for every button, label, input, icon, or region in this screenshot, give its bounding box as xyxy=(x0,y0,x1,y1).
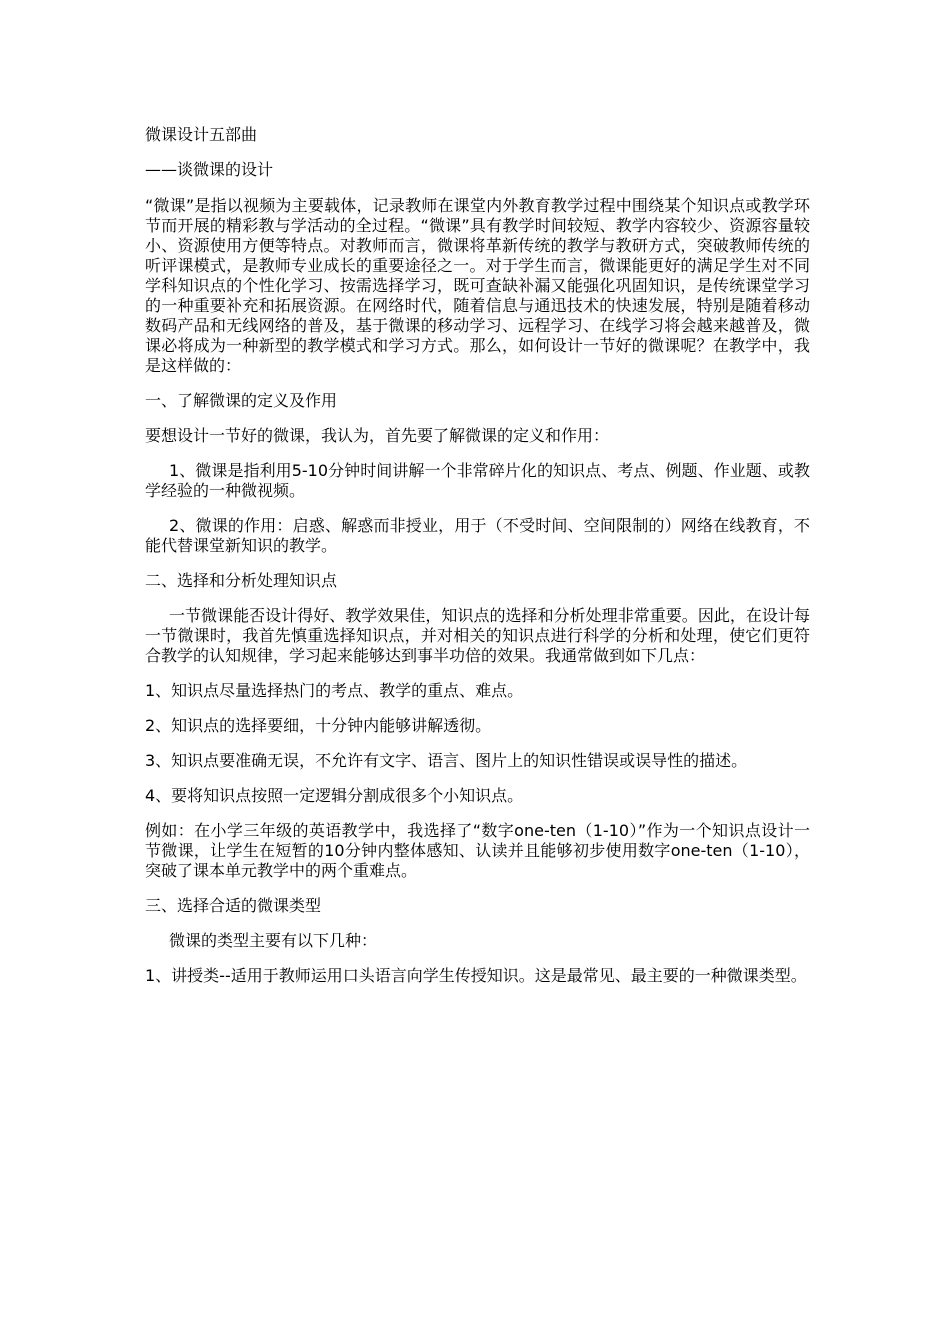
section-2-example: 例如：在小学三年级的英语教学中，我选择了“数字one-ten（1-10）”作为一个知识点设计一节微课，让学生在短暂的10分钟内整体感知、认读并且能够初步使用数字one-ten（1-10），突破了课本单元教学中的两个重难点。 xyxy=(145,821,810,880)
document-title: 微课设计五部曲 xyxy=(145,125,258,144)
section-1-heading: 一、了解微课的定义及作用 xyxy=(145,391,338,410)
section-3-item-1: 1、讲授类--适用于教师运用口头语言向学生传授知识。这是最常见、最主要的一种微课类型。 xyxy=(145,966,807,985)
intro-paragraph: “微课”是指以视频为主要载体，记录教师在课堂内外教育教学过程中围绕某个知识点或教学环节而开展的精彩教与学活动的全过程。“微课”具有教学时间较短、教学内容较少、资源容量较小、资源使用方便等特点。对教师而言，微课将革新传统的教学与教研方式，突破教师传统的听评课模式，是教师专业成长的重要途径之一。对于学生而言，微课能更好的满足学生对不同学科知识点的个性化学习、按需选择学习，既可查缺补漏又能强化巩固知识，是传统课堂学习的一种重要补充和拓展资源。在网络时代，随着信息与通迅技术的快速发展，特别是随着移动数码产品和无线网络的普及，基于微课的移动学习、远程学习、在线学习将会越来越普及，微课必将成为一种新型的教学模式和学习方式。那么，如何设计一节好的微课呢？在教学中，我是这样做的： xyxy=(145,196,810,375)
section-2-lead: 一节微课能否设计得好、教学效果佳，知识点的选择和分析处理非常重要。因此，在设计每一节微课时，我首先慎重选择知识点，并对相关的知识点进行科学的分析和处理，使它们更符合教学的认知规律，学习起来能够达到事半功倍的效果。我通常做到如下几点： xyxy=(145,606,810,665)
section-2-item-1: 1、知识点尽量选择热门的考点、教学的重点、难点。 xyxy=(145,681,524,700)
document-page xyxy=(145,125,810,1001)
section-3-heading: 三、选择合适的微课类型 xyxy=(145,896,322,915)
section-1-item-1: 1、微课是指利用5-10分钟时间讲解一个非常碎片化的知识点、考点、例题、作业题、或教学经验的一种微视频。 xyxy=(145,461,810,500)
section-2-item-2: 2、知识点的选择要细，十分钟内能够讲解透彻。 xyxy=(145,716,492,735)
section-2-item-3: 3、知识点要准确无误，不允许有文字、语言、图片上的知识性错误或误导性的描述。 xyxy=(145,751,748,770)
section-1-item-2: 2、微课的作用：启惑、解惑而非授业，用于（不受时间、空间限制的）网络在线教育，不能代替课堂新知识的教学。 xyxy=(145,516,810,555)
section-1-lead: 要想设计一节好的微课，我认为，首先要了解微课的定义和作用： xyxy=(145,426,610,445)
section-2-heading: 二、选择和分析处理知识点 xyxy=(145,571,338,590)
section-3-lead: 微课的类型主要有以下几种： xyxy=(169,931,378,950)
section-2-item-4: 4、要将知识点按照一定逻辑分割成很多个小知识点。 xyxy=(145,786,524,805)
document-subtitle: ——谈微课的设计 xyxy=(145,160,274,179)
